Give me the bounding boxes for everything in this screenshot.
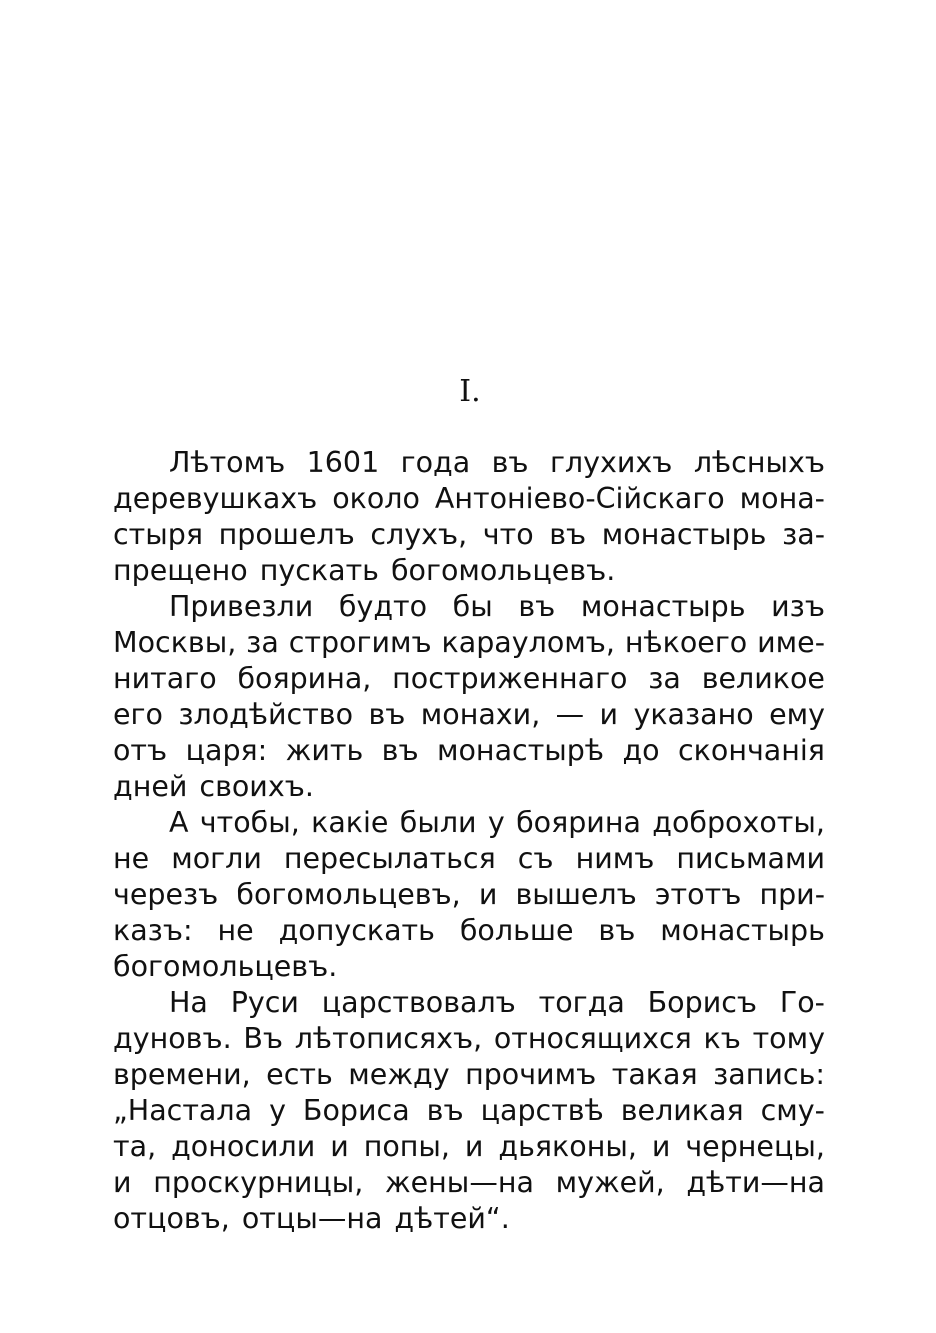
word: жить (285, 734, 364, 767)
text-line (113, 733, 825, 769)
word: нитаго (113, 662, 217, 695)
word: монастырь (580, 590, 746, 623)
text-line (113, 1165, 825, 1201)
word: за (648, 662, 681, 695)
word: царя: (185, 734, 268, 767)
text-line (113, 1201, 825, 1237)
word: Москвы, (113, 626, 237, 659)
word: лѣтописяхъ, (294, 1022, 483, 1055)
text-line (113, 481, 825, 517)
word: монастырь (601, 518, 767, 551)
word: за (246, 626, 279, 659)
word: его (113, 698, 163, 731)
word: строгимъ (288, 626, 432, 659)
word: у (487, 806, 505, 839)
text-line (113, 697, 825, 733)
text-line (113, 445, 825, 481)
word: царствѣ (480, 1094, 604, 1127)
word: въ (381, 734, 419, 767)
word: чтобы, (199, 806, 300, 839)
word: будто (338, 590, 428, 623)
text-line (113, 517, 825, 553)
word: деревушкахъ (113, 482, 318, 515)
word: запись: (713, 1058, 825, 1091)
word: указано (633, 698, 754, 731)
word: отцовъ, (113, 1202, 230, 1235)
word: пускать (259, 554, 379, 587)
word: Антоніево-Сійскаго (434, 482, 725, 515)
word: На (169, 986, 208, 1019)
word: до (622, 734, 660, 767)
word: Лѣтомъ (169, 446, 286, 479)
word: года (400, 446, 471, 479)
word: и (651, 1130, 671, 1163)
word: пересылаться (283, 842, 496, 875)
text-line (113, 553, 825, 589)
word: Привезли (169, 590, 314, 623)
word: бы (452, 590, 493, 623)
word: такая (611, 1058, 698, 1091)
word: не (217, 914, 254, 947)
word: стыря (113, 518, 204, 551)
word: какіе (311, 806, 389, 839)
word: отъ (113, 734, 168, 767)
word: за- (782, 518, 825, 551)
word: въ (518, 590, 556, 623)
text-line (113, 661, 825, 697)
word: дѣтей“. (394, 1202, 510, 1235)
word: царствовалъ (321, 986, 516, 1019)
word: мужей, (555, 1166, 665, 1199)
word: А (169, 806, 189, 839)
word: и (464, 1130, 484, 1163)
word: въ (368, 698, 406, 731)
word: дуновъ. (113, 1022, 232, 1055)
text-line (113, 625, 825, 661)
word: карауломъ, (441, 626, 615, 659)
word: больше (459, 914, 574, 947)
text-line (113, 913, 825, 949)
word: прошелъ (218, 518, 355, 551)
text-line (113, 841, 825, 877)
body-text (113, 445, 825, 1237)
word: прочимъ (465, 1058, 597, 1091)
word: тогда (538, 986, 625, 1019)
word: при- (759, 878, 825, 911)
word: казъ: (113, 914, 193, 947)
word: дьяконы, (498, 1130, 637, 1163)
word: Въ (243, 1022, 284, 1055)
word: и (330, 1130, 349, 1163)
word: изъ (771, 590, 825, 623)
word: и (113, 1166, 132, 1199)
word: попы, (363, 1130, 450, 1163)
word: монастырѣ (437, 734, 605, 767)
text-line (113, 589, 825, 625)
text-line (113, 985, 825, 1021)
word: и (599, 698, 619, 731)
word: „Настала (113, 1094, 253, 1127)
text-line (113, 805, 825, 841)
word: Бориса (302, 1094, 410, 1127)
word: богомольцевъ. (390, 554, 616, 587)
word: письмами (676, 842, 825, 875)
word: съ (517, 842, 554, 875)
word: скончанія (678, 734, 825, 767)
text-line (113, 1021, 825, 1057)
word: та, (113, 1130, 157, 1163)
word: этотъ (654, 878, 742, 911)
text-line (113, 949, 825, 985)
word: своихъ. (199, 770, 314, 803)
word: въ (598, 914, 636, 947)
text-line (113, 1129, 825, 1165)
chapter-number: I. (459, 374, 481, 409)
word: могли (171, 842, 262, 875)
word: дней (113, 770, 188, 803)
word: злодѣйство (178, 698, 354, 731)
word: боярина, (237, 662, 372, 695)
word: въ (491, 446, 529, 479)
word: великая (620, 1094, 744, 1127)
word: великое (701, 662, 825, 695)
word: времени, (113, 1058, 251, 1091)
word: около (332, 482, 420, 515)
word: отцы—на (241, 1202, 383, 1235)
word: были (399, 806, 477, 839)
word: доносили (171, 1130, 316, 1163)
word: нѣкоего (624, 626, 748, 659)
word: глухихъ (549, 446, 673, 479)
word: лѣсныхъ (693, 446, 825, 479)
word: черезъ (113, 878, 219, 911)
text-line (113, 769, 825, 805)
word: чернецы, (685, 1130, 825, 1163)
word: вышелъ (515, 878, 637, 911)
text-line (113, 1093, 825, 1129)
word: проскурницы, (153, 1166, 364, 1199)
word: не (113, 842, 150, 875)
word: слухъ, (370, 518, 468, 551)
text-line (113, 877, 825, 913)
word: доброхоты, (652, 806, 825, 839)
word: постриженнаго (392, 662, 628, 695)
word: мона- (739, 482, 825, 515)
word: жены—на (384, 1166, 534, 1199)
word: име- (757, 626, 825, 659)
word: тому (752, 1022, 825, 1055)
word: дѣти—на (686, 1166, 825, 1199)
word: между (348, 1058, 450, 1091)
word: и (478, 878, 498, 911)
word: богомольцевъ, (236, 878, 461, 911)
word: 1601 (306, 446, 380, 479)
word: есть (266, 1058, 333, 1091)
word: въ (549, 518, 587, 551)
word: относящихся (493, 1022, 692, 1055)
word: Борисъ (647, 986, 758, 1019)
word: богомольцевъ. (113, 950, 338, 983)
word: нимъ (575, 842, 655, 875)
word: боярина (516, 806, 641, 839)
word: ему (769, 698, 825, 731)
word: монастырь (660, 914, 825, 947)
word: — (555, 698, 585, 731)
word: у (269, 1094, 286, 1127)
word: допускать (278, 914, 435, 947)
text-line (113, 1057, 825, 1093)
word: что (482, 518, 534, 551)
word: сму- (760, 1094, 825, 1127)
word: прещено (113, 554, 248, 587)
word: Руси (230, 986, 299, 1019)
word: въ (426, 1094, 464, 1127)
word: монахи, (420, 698, 541, 731)
word: къ (703, 1022, 741, 1055)
word: Го- (779, 986, 825, 1019)
